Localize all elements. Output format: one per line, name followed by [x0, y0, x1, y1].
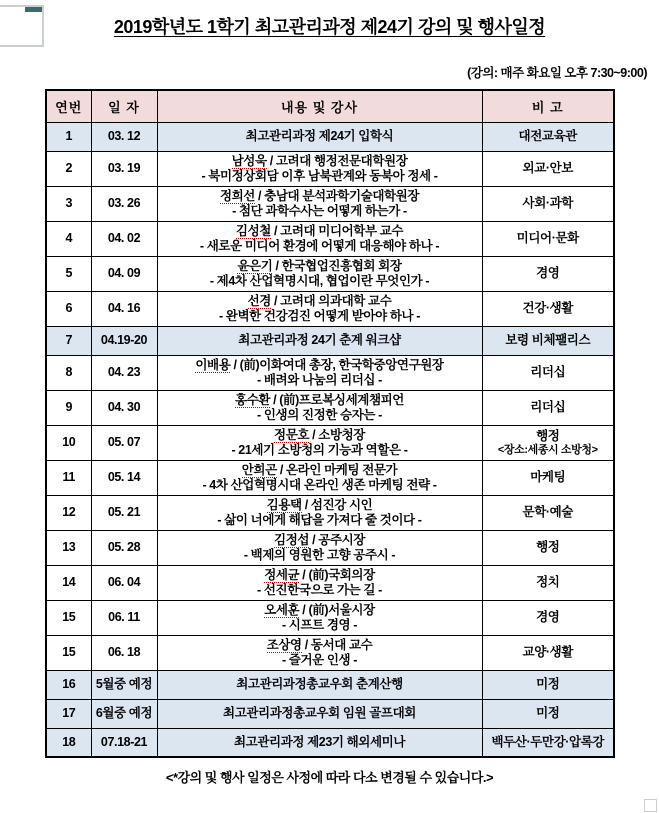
- content-line: 안희곤 / 온라인 마케팅 전문가: [241, 462, 398, 477]
- cell-no: 2: [46, 151, 91, 186]
- content-line: 정문호 / 소방청장: [274, 427, 365, 442]
- note-line: 백두산·두만강·압록강: [491, 734, 605, 749]
- cell-date: 06. 04: [91, 565, 157, 600]
- speaker-name: 오세훈: [264, 602, 300, 617]
- cell-note: [482, 699, 614, 728]
- content-line: - 선진한국으로 가는 길 -: [257, 582, 382, 597]
- cell-date: 03. 26: [91, 186, 157, 221]
- col-header-content: 내용 및 강사: [157, 90, 482, 122]
- table-row: [46, 600, 614, 635]
- cell-no: 10: [46, 425, 91, 460]
- content-line: 최고관리과정총교우회 임원 골프대회: [223, 706, 416, 720]
- cell-date: 03. 12: [91, 122, 157, 151]
- content-line: 이배용 / (前)이화여대 총장, 한국학중앙연구원장: [195, 357, 444, 372]
- cell-no: 14: [46, 565, 91, 600]
- content-line: 김용택 / 섬진강 시인: [266, 497, 373, 512]
- content-line: - 21세기 소방청의 기능과 역할은 -: [231, 442, 408, 457]
- content-line: 정희선 / 충남대 분석과학기술대학원장: [219, 188, 420, 203]
- cell-date: 04.19-20: [91, 326, 157, 355]
- page-title: 2019학년도 1학기 최고관리과정 제24기 강의 및 행사일정: [113, 17, 546, 37]
- note-line: 리더십: [530, 365, 566, 379]
- speaker-name: 김정섭: [274, 532, 310, 547]
- note-line: 행정: [536, 540, 560, 554]
- cell-content: [157, 728, 482, 757]
- content-line: - 백제의 영원한 고향 공주시 -: [243, 547, 396, 562]
- note-line: 외교·안보: [522, 161, 573, 175]
- cell-note: [482, 530, 614, 565]
- cell-date: 04. 16: [91, 291, 157, 326]
- col-header-date: 일 자: [91, 90, 157, 122]
- cell-no: 13: [46, 530, 91, 565]
- cell-no: 4: [46, 221, 91, 256]
- note-line: 정치: [536, 575, 560, 589]
- content-line: - 첨단 과학수사는 어떻게 하는가 -: [232, 203, 407, 218]
- content-line: 김정섭 / 공주시장: [274, 532, 365, 547]
- cell-note: [482, 390, 614, 425]
- table-row: [46, 565, 614, 600]
- cell-content: [157, 565, 482, 600]
- note-line: 경영: [536, 266, 560, 280]
- cell-no: 8: [46, 355, 91, 390]
- cell-content: [157, 390, 482, 425]
- note-line: 리더십: [530, 400, 566, 414]
- cell-note: [482, 600, 614, 635]
- table-row: [46, 699, 614, 728]
- content-line: - 제4차 산업혁명시대, 협업이란 무엇인가 -: [209, 273, 430, 288]
- cell-date: 07.18-21: [91, 728, 157, 757]
- cell-no: 5: [46, 256, 91, 291]
- content-line: 홍수환 / (前)프로복싱세계챔피언: [235, 392, 404, 407]
- cell-date: 06. 18: [91, 635, 157, 670]
- note-line: 행정: [536, 428, 560, 443]
- note-line: 교양·생활: [522, 645, 573, 659]
- cell-note: [482, 670, 614, 699]
- cell-no: 11: [46, 460, 91, 495]
- cell-note: [482, 256, 614, 291]
- table-row: [46, 635, 614, 670]
- cell-no: 9: [46, 390, 91, 425]
- content-line: - 즐거운 인생 -: [281, 652, 358, 667]
- table-row: [46, 425, 614, 460]
- table-row: [46, 670, 614, 699]
- cell-content: [157, 495, 482, 530]
- cell-date: 06. 11: [91, 600, 157, 635]
- cell-content: [157, 151, 482, 186]
- speaker-name: 남성욱: [231, 153, 267, 168]
- cell-content: [157, 291, 482, 326]
- cell-no: 16: [46, 670, 91, 699]
- cell-note: [482, 565, 614, 600]
- cell-no: 17: [46, 699, 91, 728]
- note-line: 미정: [536, 706, 560, 720]
- cell-date: 05. 28: [91, 530, 157, 565]
- cell-note: [482, 186, 614, 221]
- cell-content: [157, 699, 482, 728]
- content-line: - 삶이 너에게 해답을 가져다 줄 것이다 -: [217, 512, 422, 527]
- cell-content: [157, 221, 482, 256]
- speaker-name: 이배용: [195, 357, 231, 372]
- content-line: - 4차 산업혁명시대 온라인 생존 마케팅 전략 -: [202, 477, 437, 492]
- speaker-name: 정희선: [219, 188, 255, 203]
- cell-date: 5월중 예정: [91, 670, 157, 699]
- content-line: 최고관리과정 24기 춘계 워크샵: [238, 333, 401, 347]
- content-line: - 배려와 나눔의 리더십 -: [257, 372, 382, 387]
- cell-date: 03. 19: [91, 151, 157, 186]
- speaker-name: 김성철: [235, 223, 271, 238]
- cell-note: [482, 728, 614, 757]
- note-line: 사회·과학: [522, 196, 573, 210]
- cell-date: 6월중 예정: [91, 699, 157, 728]
- table-row: [46, 728, 614, 757]
- note-line: 경영: [536, 610, 560, 624]
- content-line: 남성욱 / 고려대 행정전문대학원장: [231, 153, 408, 168]
- content-line: 윤은기 / 한국협업진흥협회 회장: [237, 258, 402, 273]
- cell-no: 12: [46, 495, 91, 530]
- cell-date: 04. 30: [91, 390, 157, 425]
- cell-no: 1: [46, 122, 91, 151]
- content-line: - 인생의 진정한 승자는 -: [257, 407, 382, 422]
- cell-note: [482, 495, 614, 530]
- cell-date: 04. 02: [91, 221, 157, 256]
- speaker-name: 김용택: [266, 497, 302, 512]
- speaker-name: 조상영: [266, 637, 302, 652]
- table-row: [46, 390, 614, 425]
- speaker-name: 홍수환: [235, 392, 271, 407]
- table-row: [46, 221, 614, 256]
- cell-note: [482, 355, 614, 390]
- table-row: [46, 291, 614, 326]
- cell-content: [157, 355, 482, 390]
- cell-content: [157, 460, 482, 495]
- cell-no: 18: [46, 728, 91, 757]
- cell-date: 05. 07: [91, 425, 157, 460]
- note-line: 건강·생활: [522, 301, 573, 315]
- content-line: - 북미정상회담 이후 남북관계와 동북아 정세 -: [201, 168, 438, 183]
- speaker-name: 정문호: [274, 427, 310, 442]
- content-line: - 완벽한 건강검진 어떻게 받아야 하나 -: [218, 308, 421, 323]
- col-header-note: 비 고: [482, 90, 614, 122]
- content-line: 오세훈 / (前)서울시장: [264, 602, 375, 617]
- table-row: [46, 355, 614, 390]
- cell-content: [157, 256, 482, 291]
- cell-note: [482, 291, 614, 326]
- note-line: 대전교육관: [518, 129, 577, 143]
- table-row: [46, 460, 614, 495]
- cell-content: [157, 122, 482, 151]
- speaker-name: 정세균: [264, 567, 300, 582]
- cell-note: [482, 151, 614, 186]
- cell-date: 05. 21: [91, 495, 157, 530]
- table-row: [46, 530, 614, 565]
- note-line: <장소:세종시 소방청>: [497, 443, 598, 456]
- content-line: - 시프트 경영 -: [281, 617, 358, 632]
- schedule-table: [45, 89, 615, 758]
- table-row: [46, 326, 614, 355]
- header-row: [46, 90, 614, 122]
- cell-no: 7: [46, 326, 91, 355]
- cell-note: [482, 221, 614, 256]
- cell-note: [482, 635, 614, 670]
- content-line: 김성철 / 고려대 미디어학부 교수: [235, 223, 404, 238]
- cell-no: 3: [46, 186, 91, 221]
- content-line: 정세균 / (前)국회의장: [264, 567, 375, 582]
- cell-content: [157, 600, 482, 635]
- note-line: 마케팅: [530, 470, 566, 484]
- table-row: [46, 122, 614, 151]
- cell-note: [482, 122, 614, 151]
- cell-content: [157, 635, 482, 670]
- content-line: 조상영 / 동서대 교수: [266, 637, 373, 652]
- cell-note: [482, 326, 614, 355]
- footer-note: <*강의 및 행사 일정은 사정에 따라 다소 변경될 수 있습니다.>: [165, 770, 494, 785]
- cell-content: [157, 186, 482, 221]
- cell-date: 04. 09: [91, 256, 157, 291]
- table-row: [46, 256, 614, 291]
- cell-date: 04. 23: [91, 355, 157, 390]
- schedule-time-note: (강의: 매주 화요일 오후 7:30~9:00): [467, 66, 647, 80]
- cell-no: 15: [46, 600, 91, 635]
- content-line: 선경 / 고려대 의과대학 교수: [247, 293, 392, 308]
- note-line: 보령 비체팰리스: [505, 333, 591, 347]
- table-row: [46, 495, 614, 530]
- cell-content: [157, 425, 482, 460]
- cell-content: [157, 530, 482, 565]
- cell-note: [482, 425, 614, 460]
- top-left-tab-artifact: [25, 7, 42, 12]
- cell-content: [157, 670, 482, 699]
- table-row: [46, 151, 614, 186]
- content-line: 최고관리과정 제24기 입학식: [245, 129, 394, 143]
- schedule-table-body: [46, 122, 614, 757]
- cell-content: [157, 326, 482, 355]
- schedule-table-header: [46, 90, 614, 122]
- note-line: 미정: [536, 677, 560, 691]
- top-left-cell-artifact: [0, 5, 44, 47]
- table-row: [46, 186, 614, 221]
- content-line: 최고관리과정총교우회 춘계산행: [236, 677, 403, 691]
- speaker-name: 선경: [247, 293, 271, 308]
- speaker-name: 윤은기: [237, 258, 273, 273]
- note-line: 미디어·문화: [516, 231, 579, 245]
- col-header-no: 연번: [46, 90, 91, 122]
- note-line: 문학·예술: [522, 505, 573, 519]
- cell-no: 15: [46, 635, 91, 670]
- content-line: 최고관리과정 제23기 해외세미나: [233, 734, 406, 749]
- bottom-right-artifact: [644, 799, 657, 812]
- content-line: - 새로운 미디어 환경에 어떻게 대응해야 하나 -: [199, 238, 440, 253]
- speaker-name: 안희곤: [241, 462, 277, 477]
- cell-note: [482, 460, 614, 495]
- cell-date: 05. 14: [91, 460, 157, 495]
- cell-no: 6: [46, 291, 91, 326]
